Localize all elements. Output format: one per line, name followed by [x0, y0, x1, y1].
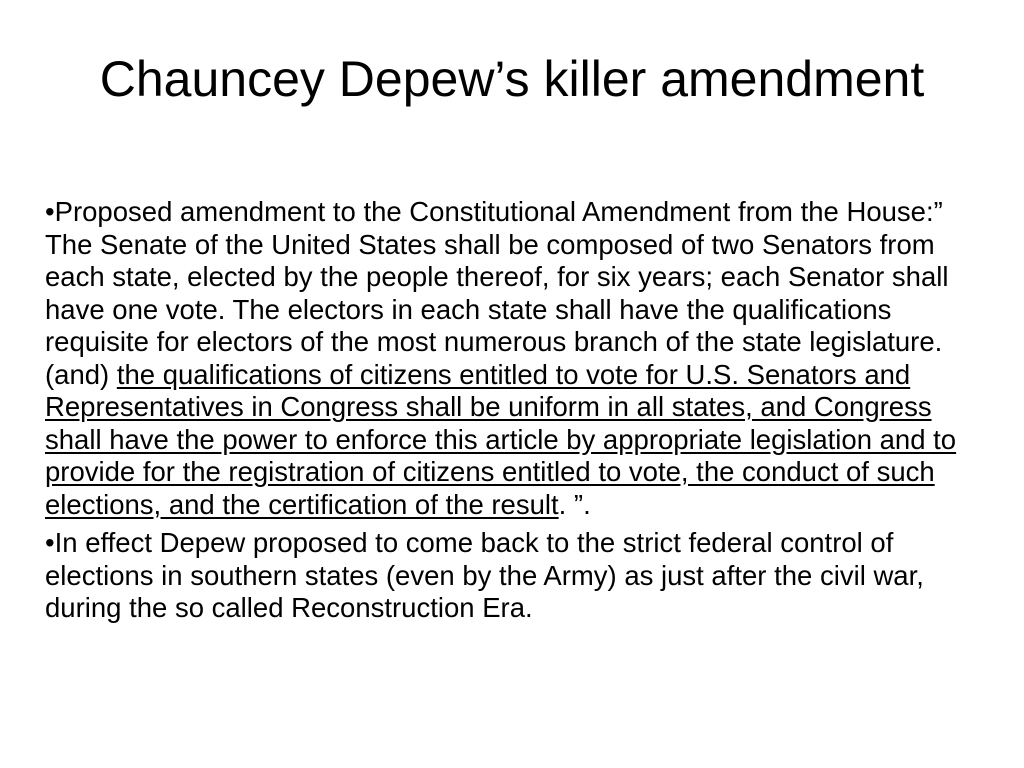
underlined-text: the qualifications of citizens entitled to vote for U.S. Senators and Representatives in Congress shall be uniform in all states, and Congress shall have the power to enforce this article by appropriate legislation and to provide for the registration of citizens entitled to vote, the conduct of such elections, and the certification of the result	[45, 358, 957, 520]
bullet-marker: •	[45, 527, 55, 558]
bullet-item-1	[45, 196, 975, 521]
bullet-item-2	[45, 527, 975, 625]
bullet-text: Proposed amendment to the Constitutional Amendment from the House:” The Senate of the United States shall be composed of two Senators from each state, elected by the people thereof, for six years; each Senator shall have one vote. The electors in each state shall have the qualifications requisite for electors of the most numerous branch of the state legislature. (and)	[45, 196, 949, 390]
slide-body	[45, 196, 975, 631]
bullet-text: In effect Depew proposed to come back to the strict federal control of elections in southern states (even by the Army) as just after the civil war, during the so called Reconstruction Era.	[45, 527, 924, 623]
bullet-marker: •	[45, 196, 55, 227]
bullet-text-end: . ”.	[558, 488, 591, 520]
slide-title: Chauncey Depew’s killer amendment	[99, 51, 925, 107]
